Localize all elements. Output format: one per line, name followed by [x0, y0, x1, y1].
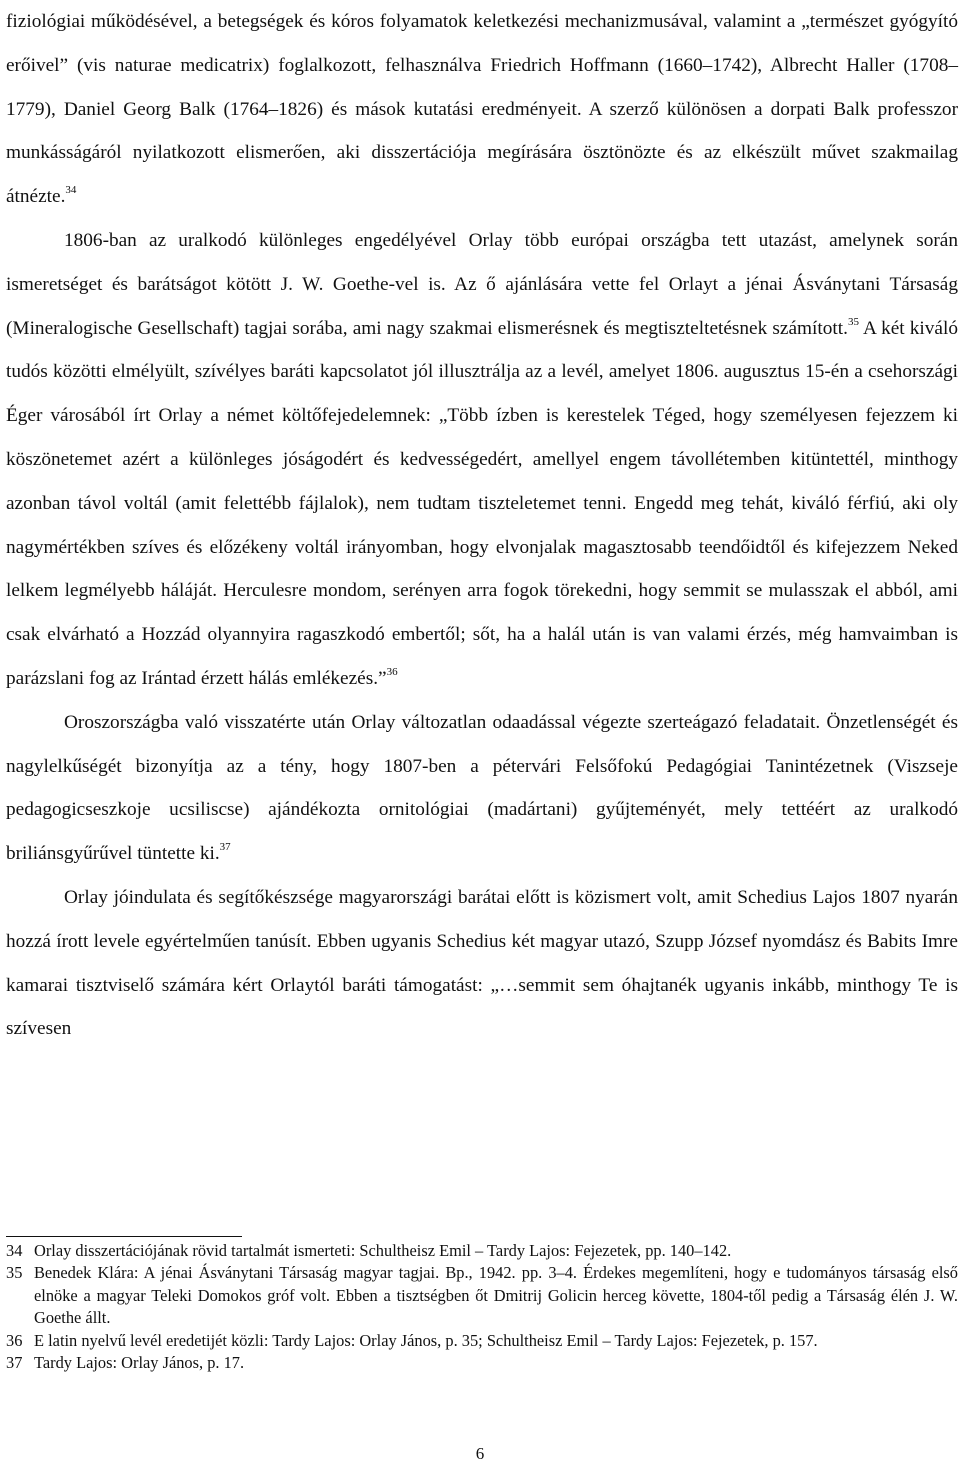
footnote-number: 36 [6, 1330, 23, 1350]
page-number: 6 [475, 1444, 485, 1463]
footnote-number: 37 [6, 1353, 23, 1373]
paragraph-text: Orlay jóindulata és segítőkészsége magyarországi barátai előtt is közismert volt, amit Schedius Lajos 1807 nyarán hozzá írott levele egyértelműen tanúsít. Ebben ugyanis Schedius két magyar utazó, Szupp József nyomdász és Babits Imre kamarai tisztviselő számára kért Orlaytól baráti támogatást: „…semmit sem óhajtanék ugyanis inkább, minthogy Te is szívesen [6, 886, 958, 1040]
footnote-ref-34[interactable]: 34 [65, 184, 77, 197]
footnote-ref-36[interactable]: 36 [386, 665, 398, 678]
paragraph-text: fiziológiai működésével, a betegségek és kóros folyamatok keletkezési mechanizmusával, valamint a „természet gyógyító erőivel” (vis naturae medicatrix) foglalkozott, felhasználva Friedrich Hoffmann (1660–1742), Albrecht Haller (1708–1779), Daniel Georg Balk (1764–1826) és mások kutatási eredményeit. A szerző különösen a dorpati Balk professzor munkásságáról nyilatkozott elismerően, aki disszertációja megírására ösztönözte és az elkészült művet szakmailag átnézte. [6, 11, 958, 208]
footnote-number: 35 [6, 1263, 23, 1283]
paragraph-text: A két kiváló tudós közötti elmélyült, szívélyes baráti kapcsolatot jól illusztrálja az a levél, amelyet 1806. augusztus 15-én a csehországi Éger városából írt Orlay a német költőfejedelemnek: „Több ízben is kerestelek Téged, hogy személyesen fejezzem ki köszönetemet azért a különleges jóságodért és kedvességedért, amellyel engem távollétemben kitüntettél, minthogy azonban távol voltál (amit felettébb fájlalok), nem tudtam tiszteletemet tenni. Engedd meg tehát, kiváló férfiú, aki oly nagymértékben szíves és előzékeny voltál irányomban, hogy elvonjalak magasztosabb teendőidtől és kifejezzem Neked lelkem legmélyebb háláját. Herculesre mondom, serényen arra fogok törekedni, hogy semmit se mulasszak el abból, ami csak elvárható a Hozzád olyannyira ragaszkodó embertől; sőt, ha a halál után is van valami érzés, még hamvaimban is parázslani fog az Irántad érzett hálás emlékezés.” [6, 317, 958, 689]
footnote-ref-37[interactable]: 37 [219, 841, 231, 854]
paragraph-1 [6, 0, 958, 219]
footnote-ref-35[interactable]: 35 [847, 315, 859, 328]
paragraph-4 [6, 876, 958, 1051]
footnote-separator [6, 1236, 242, 1237]
paragraph-text: Oroszországba való visszatérte után Orlay változatlan odaadással végezte szerteágazó feladatait. Önzetlenségét és nagylelkűségét bizonyítja az a tény, hogy 1807-ben a pétervári Felsőfokú Pedagógiai Tanintézetnek (Viszseje pedagogicseszkoje ucsiliscse) ajándékozta ornitológiai (madártani) gyűjteményét, mely tettéért az uralkodó briliánsgyűrűvel tüntette ki. [6, 711, 958, 865]
footnote-36 [6, 1330, 958, 1352]
footnotes [6, 1240, 958, 1374]
footnote-number: 34 [6, 1241, 23, 1260]
paragraph-text: 1806-ban az uralkodó különleges engedélyével Orlay több európai országba tett utazást, amelynek során ismeretséget és barátságot kötött J. W. Goethe-vel is. Az ő ajánlására vette fel Orlayt a jénai Ásványtani Társaság (Mineralogische Gesellschaft) tagjai sorába, ami nagy szakmai elismerésnek és megtiszteltetésnek számított. [6, 229, 958, 339]
body-text [6, 0, 958, 1051]
paragraph-2 [6, 219, 958, 701]
footnote-text: Orlay disszertációjának rövid tartalmát ismerteti: Schultheisz Emil – Tardy Lajos: Fejezetek, pp. 140–142. [34, 1241, 732, 1260]
footnote-text: E latin nyelvű levél eredetijét közli: Tardy Lajos: Orlay János, p. 35; Schultheisz Emil – Tardy Lajos: Fejezetek, p. 157. [34, 1330, 818, 1350]
footnote-text: Tardy Lajos: Orlay János, p. 17. [34, 1353, 245, 1373]
footnote-35 [6, 1262, 958, 1329]
footnote-text: Benedek Klára: A jénai Ásványtani Társaság magyar tagjai. Bp., 1942. pp. 3–4. Érdekes megemlíteni, hogy e tudományos társaság első elnöke a magyar Teleki Domokos gróf volt. Ebben a tisztségben őt Dmitrij Golicin herceg követte, 1804-től pedig a Társaság élén J. W. Goethe állt. [34, 1263, 958, 1328]
footnote-37 [6, 1352, 958, 1374]
paragraph-3 [6, 701, 958, 876]
footnote-34 [6, 1240, 958, 1262]
